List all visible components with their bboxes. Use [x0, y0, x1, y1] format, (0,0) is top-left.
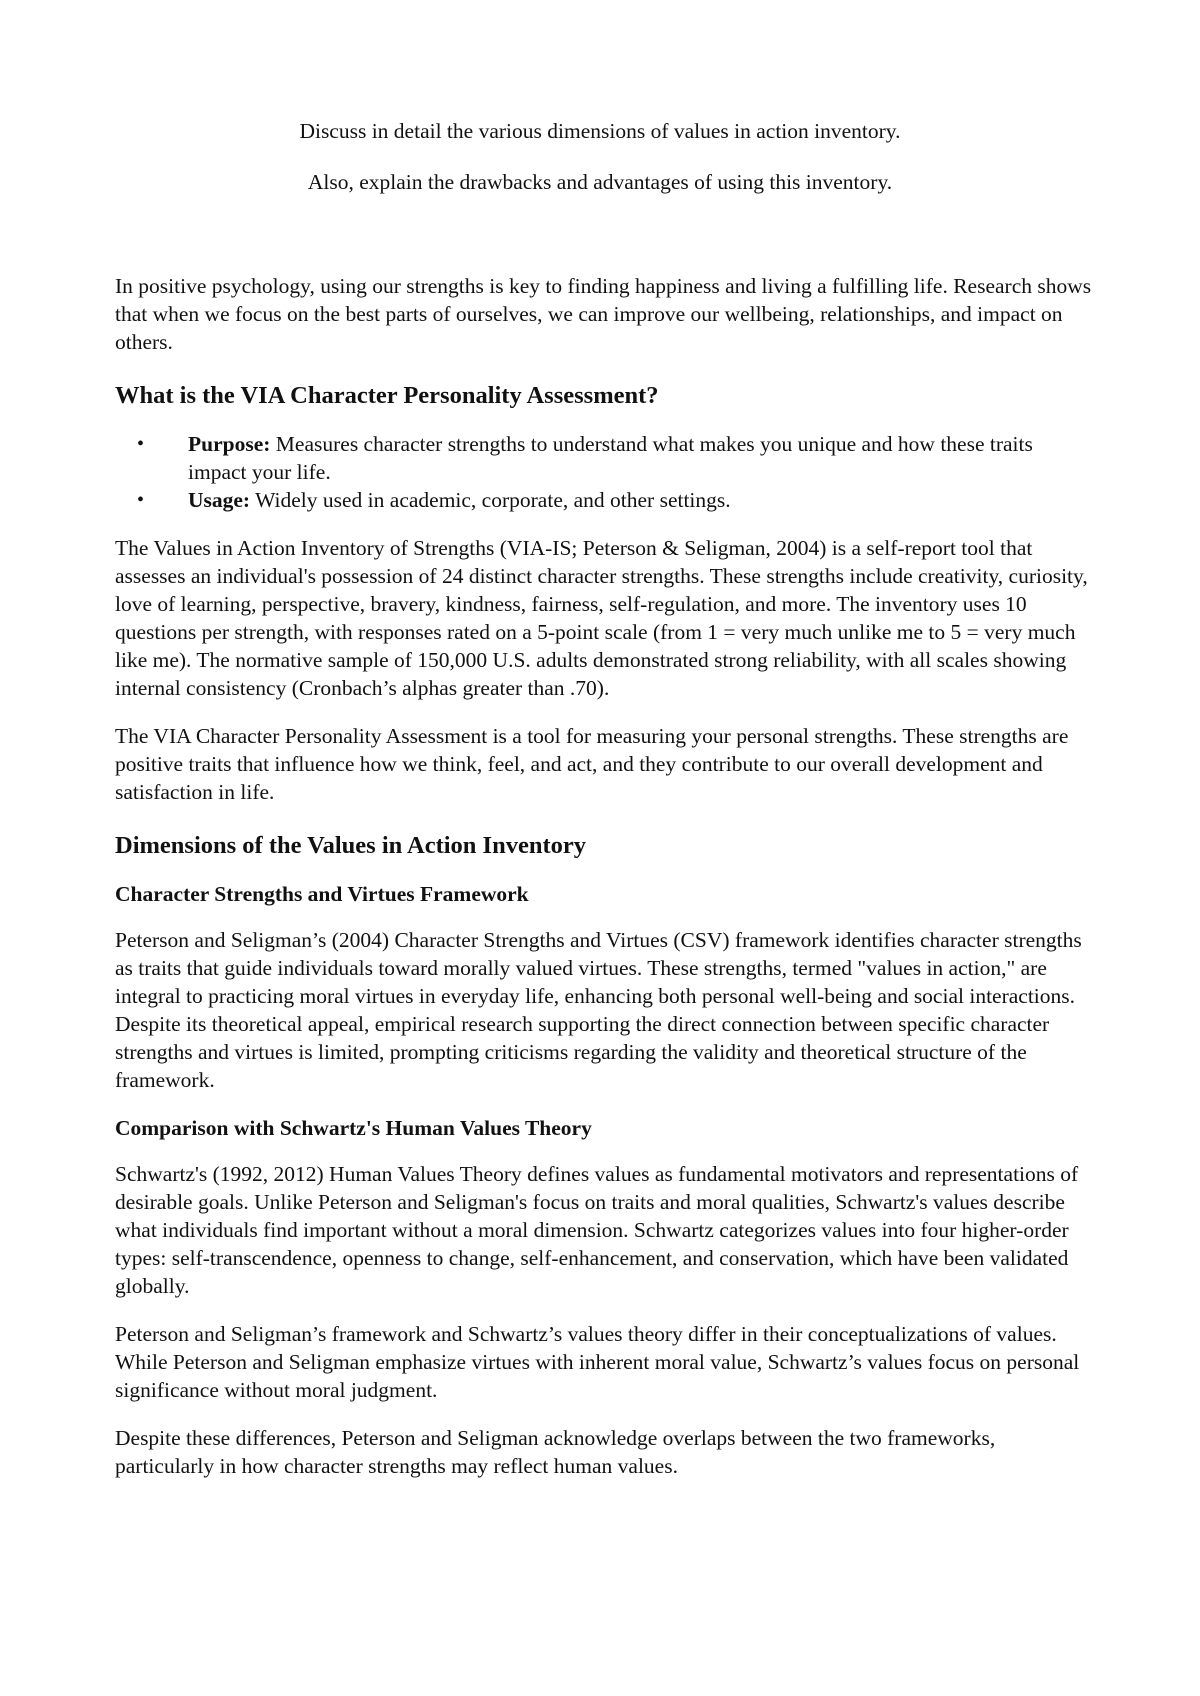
prompt-line-1: Discuss in detail the various dimensions of values in action inventory. — [299, 119, 901, 143]
csv-framework-paragraph: Peterson and Seligman’s (2004) Character Strengths and Virtues (CSV) framework identifies character strengths as traits that guide individuals toward morally valued virtues. These strengths, termed "values in action," are integral to practicing moral virtues in everyday life, enhancing both personal well-being and social interactions. Despite its theoretical appeal, empirical research supporting the direct connection between specific character strengths and virtues is limited, prompting criticisms regarding the validity and theoretical structure of the framework. — [115, 928, 1082, 1092]
schwartz-paragraph-1: Schwartz's (1992, 2012) Human Values Theory defines values as fundamental motivators and representations of desirable goals. Unlike Peterson and Seligman's focus on traits and moral qualities, Schwartz's values describe what individuals find important without a moral dimension. Schwartz categorizes values into four higher-order types: self-transcendence, openness to change, self-enhancement, and conservation, which have been validated globally. — [115, 1162, 1079, 1298]
bullet-label: Usage: — [188, 488, 251, 512]
bullet-item-usage — [115, 486, 1095, 514]
subheading-schwartz-comparison: Comparison with Schwartz's Human Values Theory — [115, 1116, 592, 1140]
section-heading-dimensions: Dimensions of the Values in Action Inventory — [115, 832, 587, 859]
bullet-text: Widely used in academic, corporate, and other settings. — [250, 488, 731, 512]
subheading-csv-framework: Character Strengths and Virtues Framework — [115, 882, 529, 906]
schwartz-paragraph-3: Despite these differences, Peterson and Seligman acknowledge overlaps between the two frameworks, particularly in how character strengths may reflect human values. — [115, 1426, 996, 1478]
document-body — [115, 272, 1095, 1500]
via-assessment-paragraph: The VIA Character Personality Assessment is a tool for measuring your personal strengths. These strengths are positive traits that influence how we think, feel, and act, and they contribute to our overall development and satisfaction in life. — [115, 724, 1069, 804]
bullet-icon: • — [137, 489, 145, 511]
bullet-text: Measures character strengths to understand what makes you unique and how these traits impact your life. — [188, 432, 1033, 484]
bullet-item-purpose — [115, 430, 1095, 486]
section-heading-via-assessment: What is the VIA Character Personality Assessment? — [115, 382, 659, 409]
prompt-line-2: Also, explain the drawbacks and advantages of using this inventory. — [307, 170, 893, 194]
bullet-icon: • — [137, 433, 145, 455]
via-is-paragraph: The Values in Action Inventory of Strengths (VIA-IS; Peterson & Seligman, 2004) is a self-report tool that assesses an individual's possession of 24 distinct character strengths. These strengths include creativity, curiosity, love of learning, perspective, bravery, kindness, fairness, self-regulation, and more. The inventory uses 10 questions per strength, with responses rated on a 5-point scale (from 1 = very much unlike me to 5 = very much like me). The normative sample of 150,000 U.S. adults demonstrated strong reliability, with all scales showing internal consistency (Cronbach’s alphas greater than .70). — [115, 536, 1088, 700]
via-bullet-list — [115, 430, 1095, 514]
intro-paragraph: In positive psychology, using our strengths is key to finding happiness and living a fulfilling life. Research shows that when we focus on the best parts of ourselves, we can improve our wellbeing, relationships, and impact on others. — [115, 274, 1092, 354]
schwartz-paragraph-2: Peterson and Seligman’s framework and Schwartz’s values theory differ in their conceptualizations of values. While Peterson and Seligman emphasize virtues with inherent moral value, Schwartz’s values focus on personal significance without moral judgment. — [115, 1322, 1080, 1402]
bullet-label: Purpose: — [188, 432, 271, 456]
